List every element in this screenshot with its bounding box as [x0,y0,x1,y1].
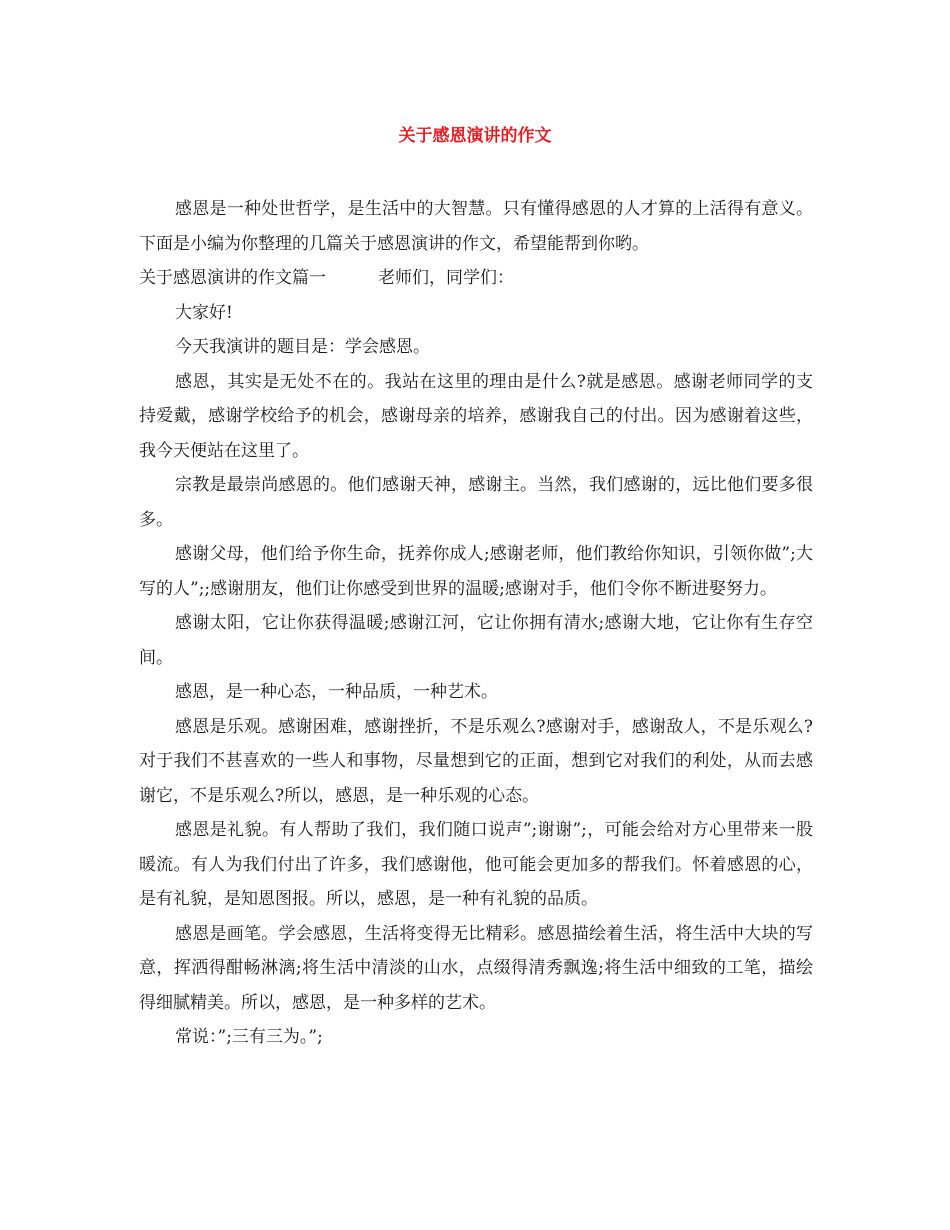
document-title: 关于感恩演讲的作文 [398,126,552,146]
paragraph: 感恩是画笔。学会感恩，生活将变得无比精彩。感恩描绘着生活，将生活中大块的写意，挥洒得酣畅淋漓;将生活中清淡的山水，点缀得清秀飘逸;将生活中细致的工笔，描绘得细腻精美。所以，感恩，是一种多样的艺术。 [139,923,813,1013]
section-heading: 关于感恩演讲的作文篇一 [139,268,326,288]
paragraph: 宗教是最崇尚感恩的。他们感谢天神，感谢主。当然，我们感谢的，远比他们要多很多。 [139,475,813,530]
paragraph: 常说：”;三有三为。”; [175,1027,323,1047]
paragraph: 感谢太阳，它让你获得温暖;感谢江河，它让你拥有清水;感谢大地，它让你有生存空间。 [139,613,813,668]
paragraph-greeting: 大家好! [175,302,233,323]
paragraph: 感恩，其实是无处不在的。我站在这里的理由是什么?就是感恩。感谢老师同学的支持爱戴，感谢学校给予的机会，感谢母亲的培养，感谢我自己的付出。因为感谢着这些，我今天便站在这里了。 [139,371,813,461]
paragraph: 感恩，是一种心态，一种品质，一种艺术。 [175,682,498,702]
intro-paragraph: 感恩是一种处世哲学，是生活中的大智慧。只有懂得感恩的人才算的上活得有意义。下面是小编为你整理的几篇关于感恩演讲的作文，希望能帮到你哟。 [139,199,813,254]
paragraph: 感谢父母，他们给予你生命，抚养你成人;感谢老师，他们教给你知识，引领你做”;大写的人”;;感谢朋友，他们让你感受到世界的温暖;感谢对手，他们令你不断进娶努力。 [139,544,813,599]
document-body [139,192,813,1055]
paragraph-topic: 今天我演讲的题目是：学会感恩。 [175,337,430,357]
salutation: 老师们，同学们： [378,268,514,288]
paragraph: 感恩是礼貌。有人帮助了我们，我们随口说声”;谢谢”;，可能会给对方心里带来一股暖流。有人为我们付出了许多，我们感谢他，他可能会更加多的帮我们。怀着感恩的心，是有礼貌，是知恩图报。所以，感恩，是一种有礼貌的品质。 [139,820,813,909]
paragraph: 感恩是乐观。感谢困难，感谢挫折，不是乐观么?感谢对手，感谢敌人，不是乐观么?对于我们不甚喜欢的一些人和事物，尽量想到它的正面，想到它对我们的利处，从而去感谢它，不是乐观么?所以，感恩，是一种乐观的心态。 [139,716,813,806]
section-heading-line [139,261,813,296]
